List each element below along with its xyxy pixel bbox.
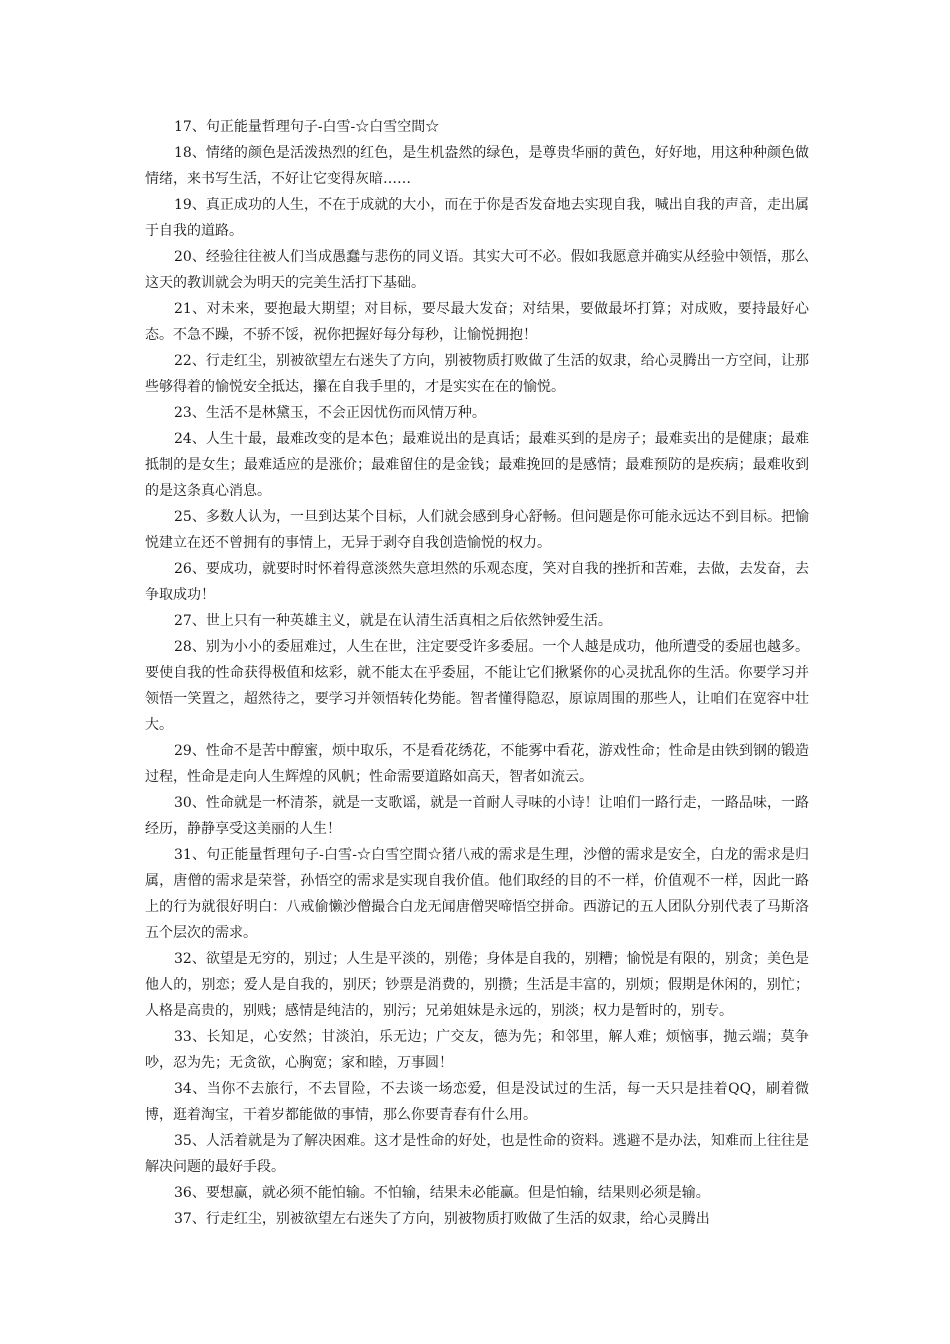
paragraph-18: 18、情绪的颜色是活泼热烈的红色，是生机盎然的绿色，是尊贵华丽的黄色，好好地，用这种种颜色做情绪，来书写生活，不好让它变得灰暗…… <box>145 145 809 187</box>
paragraph-19: 19、真正成功的人生，不在于成就的大小，而在于你是否发奋地去实现自我，喊出自我的声音，走出属于自我的道路。 <box>145 197 809 239</box>
document-page <box>145 114 809 1232</box>
paragraph-30: 30、性命就是一杯清茶，就是一支歌谣，就是一首耐人寻味的小诗！让咱们一路行走，一路品味，一路经历，静静享受这美丽的人生！ <box>145 795 809 837</box>
paragraph-36: 36、要想赢，就必须不能怕输。不怕输，结果未必能赢。但是怕输，结果则必须是输。 <box>174 1185 710 1201</box>
paragraph-20: 20、经验往往被人们当成愚蠢与悲伤的同义语。其实大可不必。假如我愿意并确实从经验中领悟，那么这天的教训就会为明天的完美生活打下基础。 <box>145 249 809 291</box>
paragraph-27: 27、世上只有一种英雄主义，就是在认清生活真相之后依然钟爱生活。 <box>174 613 612 629</box>
paragraph-25: 25、多数人认为，一旦到达某个目标，人们就会感到身心舒畅。但问题是你可能永远达不到目标。把愉悦建立在还不曾拥有的事情上，无异于剥夺自我创造愉悦的权力。 <box>145 509 809 551</box>
paragraph-26: 26、要成功，就要时时怀着得意淡然失意坦然的乐观态度，笑对自我的挫折和苦难，去做，去发奋，去争取成功！ <box>145 561 809 603</box>
paragraph-34: 34、当你不去旅行，不去冒险，不去谈一场恋爱，但是没试过的生活，每一天只是挂着QQ，刷着微博，逛着淘宝，干着岁都能做的事情，那么你要青春有什么用。 <box>145 1081 809 1123</box>
paragraph-31: 31、句正能量哲理句子-白雪-☆白雪空間☆猪八戒的需求是生理，沙僧的需求是安全，白龙的需求是归属，唐僧的需求是荣誉，孙悟空的需求是实现自我价值。他们取经的目的不一样，价值观不一样，因此一路上的行为就很好明白：八戒偷懒沙僧撮合白龙无闻唐僧哭啼悟空拼命。西游记的五人团队分别代表了马斯洛五个层次的需求。 <box>145 847 809 941</box>
paragraph-33: 33、长知足，心安然；甘淡泊，乐无边；广交友，德为先；和邻里，解人难；烦恼事，抛云端；莫争吵，忍为先；无贪欲，心胸宽；家和睦，万事圆！ <box>145 1029 809 1071</box>
paragraph-21: 21、对未来，要抱最大期望；对目标，要尽最大发奋；对结果，要做最坏打算；对成败，要持最好心态。不急不躁，不骄不馁，祝你把握好每分每秒，让愉悦拥抱！ <box>145 301 809 343</box>
paragraph-29: 29、性命不是苦中醇蜜，烦中取乐，不是看花绣花，不能雾中看花，游戏性命；性命是由铁到钢的锻造过程，性命是走向人生辉煌的风帆；性命需要道路如高天，智者如流云。 <box>145 743 809 785</box>
paragraph-32: 32、欲望是无穷的，别过；人生是平淡的，别倦；身体是自我的，别糟；愉悦是有限的，别贪；美色是他人的，别恋；爱人是自我的，别厌；钞票是消费的，别攒；生活是丰富的，别烦；假期是休闲的，别忙；人格是高贵的，别贱；感情是纯洁的，别污；兄弟姐妹是永远的，别淡；权力是暂时的，别专。 <box>145 951 809 1019</box>
paragraph-23: 23、生活不是林黛玉，不会正因忧伤而风情万种。 <box>174 405 486 421</box>
paragraph-17: 17、句正能量哲理句子-白雪-☆白雪空間☆ <box>174 119 440 135</box>
paragraph-24: 24、人生十最，最难改变的是本色；最难说出的是真话；最难买到的是房子；最难卖出的是健康；最难抵制的是女生；最难适应的是涨价；最难留住的是金钱；最难挽回的是感情；最难预防的是疾病；最难收到的是这条真心消息。 <box>145 431 809 499</box>
paragraph-35: 35、人活着就是为了解决困难。这才是性命的好处，也是性命的资料。逃避不是办法，知难而上往往是解决问题的最好手段。 <box>145 1133 809 1175</box>
paragraph-37: 37、行走红尘，别被欲望左右迷失了方向，别被物质打败做了生活的奴隶，给心灵腾出 <box>174 1211 710 1227</box>
paragraph-22: 22、行走红尘，别被欲望左右迷失了方向，别被物质打败做了生活的奴隶，给心灵腾出一方空间，让那些够得着的愉悦安全抵达，攥在自我手里的，才是实实在在的愉悦。 <box>145 353 809 395</box>
paragraph-28: 28、别为小小的委屈难过，人生在世，注定要受许多委屈。一个人越是成功，他所遭受的委屈也越多。要使自我的性命获得极值和炫彩，就不能太在乎委屈，不能让它们揪紧你的心灵扰乱你的生活。你要学习并领悟一笑置之，超然待之，要学习并领悟转化势能。智者懂得隐忍，原谅周围的那些人，让咱们在宽容中壮大。 <box>145 639 809 733</box>
